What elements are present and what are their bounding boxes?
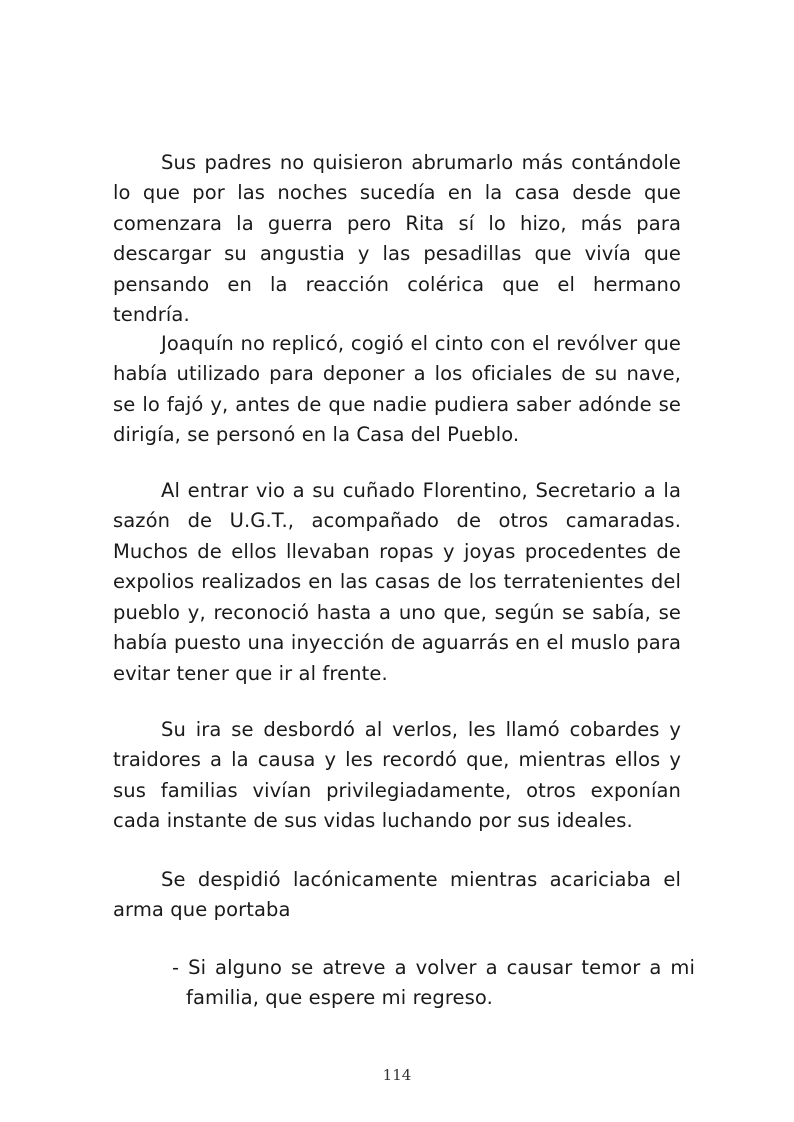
dialogue-line: - Si alguno se atreve a volver a causar temor a mi familia, que espere mi regreso. [172, 955, 695, 1009]
paragraph-2: Joaquín no replicó, cogió el cinto con el revólver que había utilizado para deponer a los oficiales de su nave, se lo fajó y, antes de que nadie pudiera saber adónde se dirigía, se personó en la Casa del Pueblo. [113, 331, 681, 446]
page-number: 114 [382, 1066, 412, 1084]
paragraph-1: Sus padres no quisieron abrumarlo más contándole lo que por las noches sucedía en la casa desde que comenzara la guerra pero Rita sí lo hizo, más para descargar su angustia y las pesadillas que vivía que pensando en la reacción colérica que el hermano tendría. [113, 150, 681, 326]
paragraph-5: Se despidió lacónicamente mientras acariciaba el arma que portaba [113, 867, 681, 921]
paragraph-4: Su ira se desbordó al verlos, les llamó cobardes y traidores a la causa y les recordó que, mientras ellos y sus familias vivían privilegiadamente, otros exponían cada instante de sus vidas luchando por sus ideales. [113, 717, 681, 832]
paragraph-3: Al entrar vio a su cuñado Florentino, Secretario a la sazón de U.G.T., acompañado de otros camaradas. Muchos de ellos llevaban ropas y joyas procedentes de expolios realizados en las casas de los terratenientes del pueblo y, reconoció hasta a uno que, según se sabía, se había puesto una inyección de aguarrás en el muslo para evitar tener que ir al frente. [113, 478, 681, 685]
